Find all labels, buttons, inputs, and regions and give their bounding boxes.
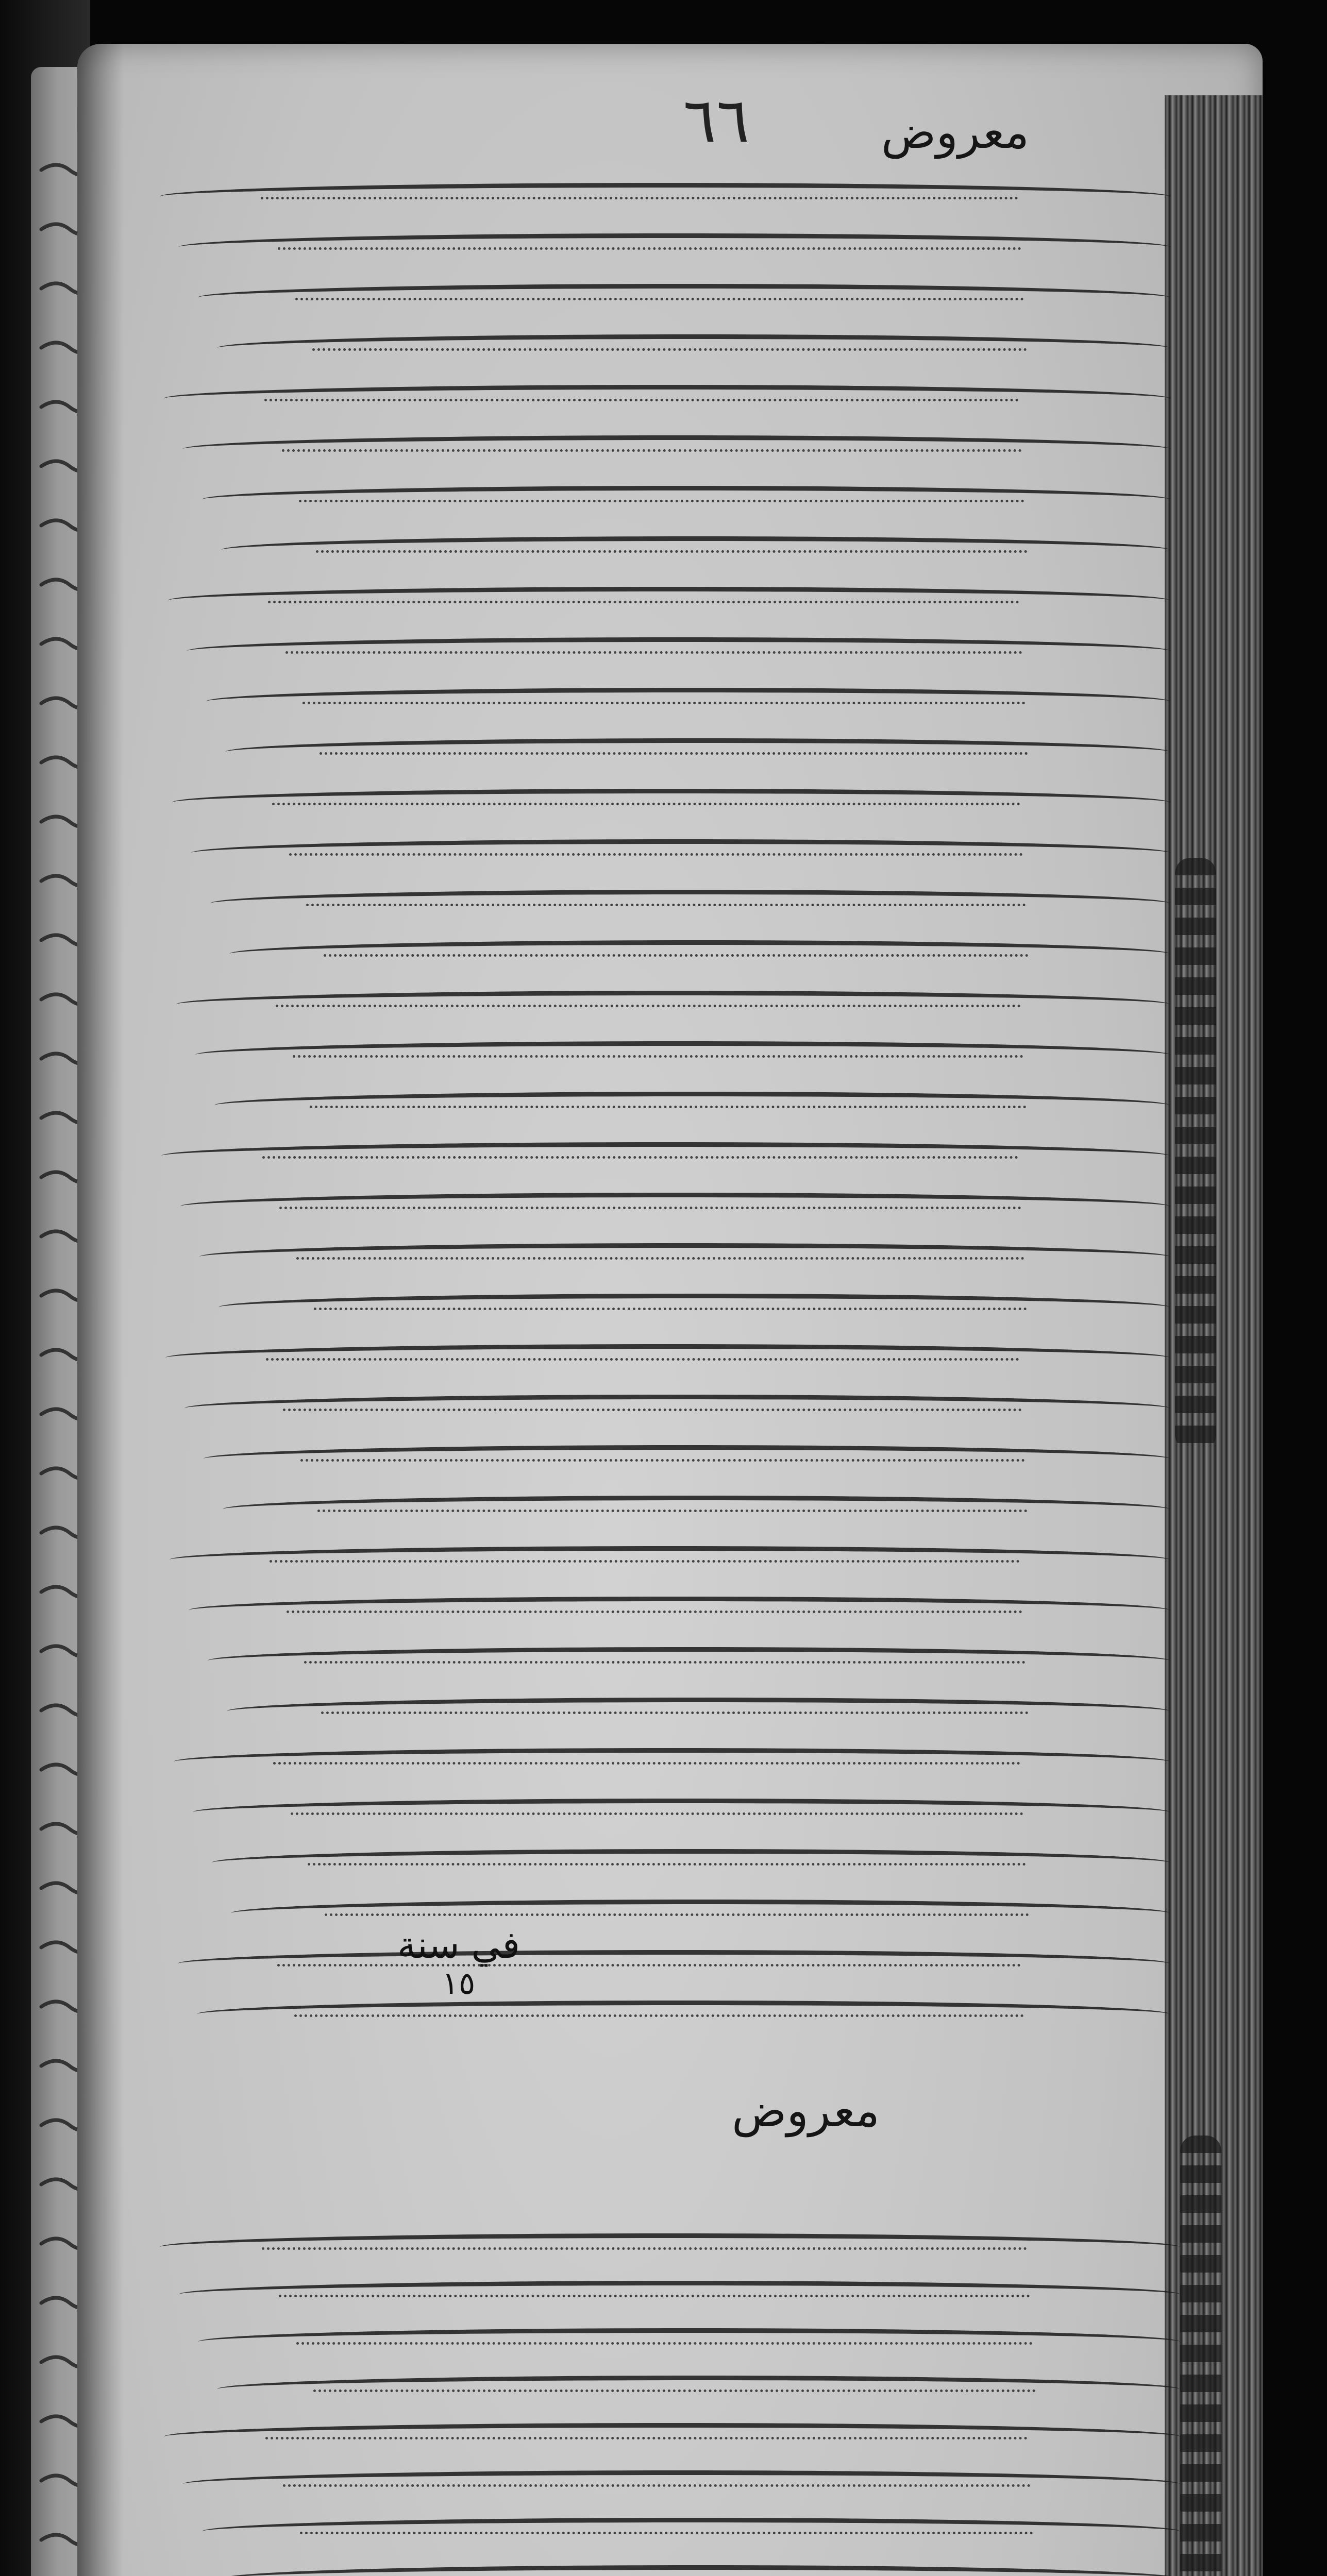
handwritten-line bbox=[204, 1445, 1170, 1472]
handwritten-line bbox=[225, 738, 1170, 766]
handwritten-line bbox=[191, 839, 1170, 867]
entry-1-date-day: ١٥ bbox=[442, 1965, 476, 2002]
entry-2-handwritten-text bbox=[160, 2233, 1190, 2576]
handwritten-line bbox=[221, 2565, 1180, 2576]
entry-2-margin-note bbox=[1180, 2136, 1221, 2576]
entry-1-handwritten-text bbox=[160, 183, 1185, 2151]
entry-1-margin-note bbox=[1175, 858, 1216, 1450]
handwritten-line bbox=[160, 2233, 1180, 2261]
handwritten-line bbox=[172, 789, 1170, 816]
handwritten-line bbox=[198, 284, 1170, 311]
handwritten-line bbox=[187, 637, 1170, 665]
handwritten-line bbox=[202, 486, 1170, 513]
handwritten-line bbox=[227, 1698, 1170, 1725]
handwritten-line bbox=[206, 688, 1170, 715]
entry-2-title: معروض bbox=[732, 2084, 880, 2137]
handwritten-line bbox=[202, 2518, 1180, 2545]
handwritten-line bbox=[195, 1041, 1170, 1069]
handwritten-line bbox=[223, 1496, 1170, 1523]
handwritten-line bbox=[184, 1395, 1170, 1422]
handwritten-line bbox=[164, 385, 1170, 412]
handwritten-line bbox=[199, 1243, 1170, 1270]
handwritten-line bbox=[179, 233, 1170, 261]
handwritten-line bbox=[183, 2470, 1180, 2498]
entry-1-date-month-year: في سنة bbox=[397, 1923, 520, 1967]
handwritten-line bbox=[176, 991, 1170, 1018]
handwritten-line bbox=[174, 1748, 1170, 1775]
handwritten-line bbox=[161, 1142, 1170, 1170]
binding-shadow bbox=[77, 44, 124, 2576]
handwritten-line bbox=[210, 890, 1170, 917]
handwritten-line bbox=[214, 1092, 1170, 1119]
handwritten-line bbox=[189, 1597, 1170, 1624]
handwritten-line bbox=[178, 1950, 1170, 1977]
handwritten-line bbox=[212, 1849, 1170, 1876]
handwritten-line bbox=[168, 587, 1170, 614]
manuscript-page bbox=[77, 44, 1263, 2576]
handwritten-line bbox=[217, 334, 1170, 362]
handwritten-line bbox=[208, 1647, 1170, 1674]
handwritten-line bbox=[180, 1193, 1170, 1220]
handwritten-line bbox=[197, 2001, 1170, 2028]
handwritten-line bbox=[170, 1546, 1170, 1573]
handwritten-line bbox=[231, 1900, 1170, 1927]
handwritten-line bbox=[229, 940, 1170, 968]
handwritten-line bbox=[217, 2376, 1180, 2403]
handwritten-line bbox=[179, 2281, 1180, 2308]
handwritten-line bbox=[219, 1294, 1170, 1321]
entry-1-title: معروض bbox=[881, 106, 1030, 159]
handwritten-line bbox=[193, 1799, 1170, 1826]
handwritten-line bbox=[160, 183, 1170, 210]
handwritten-line bbox=[183, 435, 1170, 463]
folio-number: ٦٦ bbox=[683, 85, 750, 157]
handwritten-line bbox=[221, 536, 1170, 564]
handwritten-line bbox=[165, 1344, 1170, 1371]
handwritten-line bbox=[164, 2423, 1180, 2450]
entry-1-date bbox=[366, 1924, 551, 2002]
handwritten-line bbox=[198, 2328, 1180, 2355]
